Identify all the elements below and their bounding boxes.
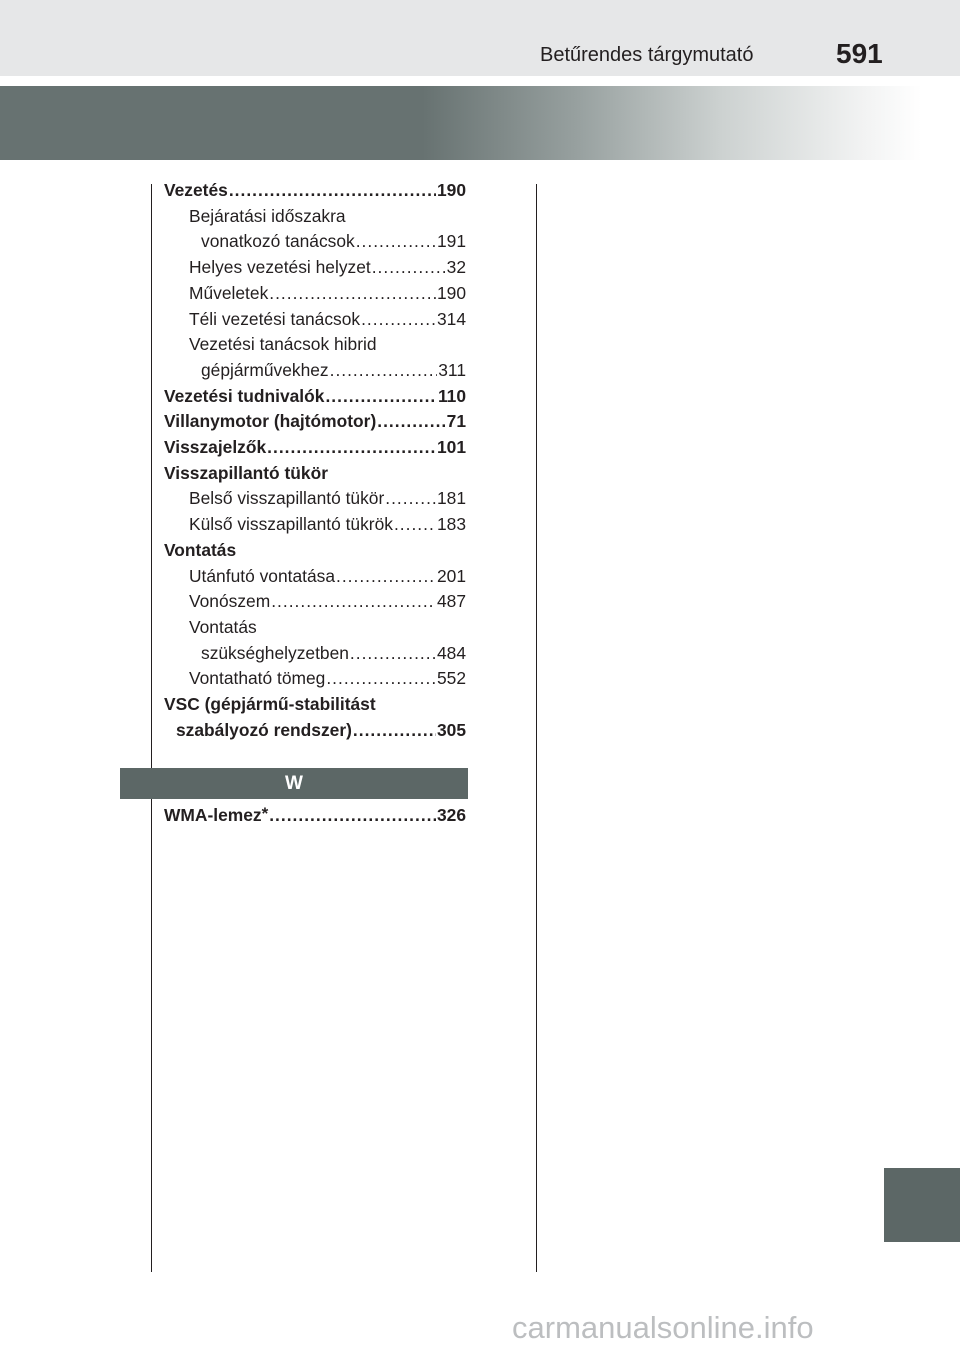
index-entry: szükséghelyzetben ..... 484	[164, 641, 466, 667]
section-title: Betűrendes tárgymutató	[540, 44, 754, 66]
column-divider-left	[151, 184, 152, 1272]
index-entry: Helyes vezetési helyzet ..... 32	[164, 255, 466, 281]
index-entry: Utánfutó vontatása ..... 201	[164, 564, 466, 590]
page-ref: 190	[436, 282, 466, 303]
page-ref: 110	[437, 385, 466, 406]
page-ref: 183	[436, 514, 466, 535]
index-entry: Külső visszapillantó tükrök ..... 183	[164, 512, 466, 538]
index-entry: Vontatható tömeg ..... 552	[164, 666, 466, 692]
index-list	[164, 178, 466, 743]
header-strip	[0, 0, 960, 76]
page-ref: 305	[436, 719, 466, 740]
page-ref: 71	[446, 411, 466, 432]
page-ref: 101	[436, 437, 466, 458]
page-ref: 191	[436, 231, 466, 252]
watermark: carmanualsonline.info	[512, 1310, 814, 1345]
page-ref: 201	[436, 565, 466, 586]
index-entry: Vezetés ..... 190	[164, 178, 466, 204]
index-entry: gépjárművekhez ..... 311	[164, 358, 466, 384]
page-ref: 326	[436, 805, 466, 825]
page-ref: 311	[438, 359, 466, 380]
index-entry: Vontatás	[164, 539, 237, 560]
section-letter-bar: W	[120, 768, 468, 799]
page-ref: 181	[436, 488, 466, 509]
chapter-side-tab	[884, 1168, 960, 1242]
index-entry: szabályozó rendszer) ..... 305	[164, 718, 466, 744]
index-list-w	[164, 803, 466, 829]
page-number: 591	[836, 38, 883, 69]
page-ref: 314	[436, 308, 466, 329]
index-entry: Vonószem ..... 487	[164, 589, 466, 615]
index-entry: VSC (gépjármű-stabilitást	[164, 694, 376, 715]
index-entry: Visszajelzők ..... 101	[164, 435, 466, 461]
column-divider-right	[536, 184, 537, 1272]
index-entry: Téli vezetési tanácsok ..... 314	[164, 307, 466, 333]
index-entry: Vezetési tudnivalók ..... 110	[164, 384, 466, 410]
header-banner	[0, 86, 960, 160]
index-entry: Visszapillantó tükör	[164, 462, 328, 483]
index-entry: Belső visszapillantó tükör ..... 181	[164, 486, 466, 512]
index-entry: Műveletek ..... 190	[164, 281, 466, 307]
index-entry: vonatkozó tanácsok ..... 191	[164, 229, 466, 255]
page-ref: 190	[436, 180, 466, 200]
index-entry: Vezetési tanácsok hibrid	[189, 334, 377, 355]
index-entry: Vontatás	[189, 616, 257, 637]
index-entry: Bejáratási időszakra	[189, 205, 346, 226]
page-ref: 487	[436, 591, 466, 612]
index-entry: WMA-lemez * ..... 326	[164, 803, 466, 829]
page-ref: 484	[436, 642, 466, 663]
index-entry: Villanymotor (hajtómotor) ..... 71	[164, 409, 466, 435]
page-ref: 552	[436, 668, 466, 689]
page-ref: 32	[446, 257, 466, 278]
